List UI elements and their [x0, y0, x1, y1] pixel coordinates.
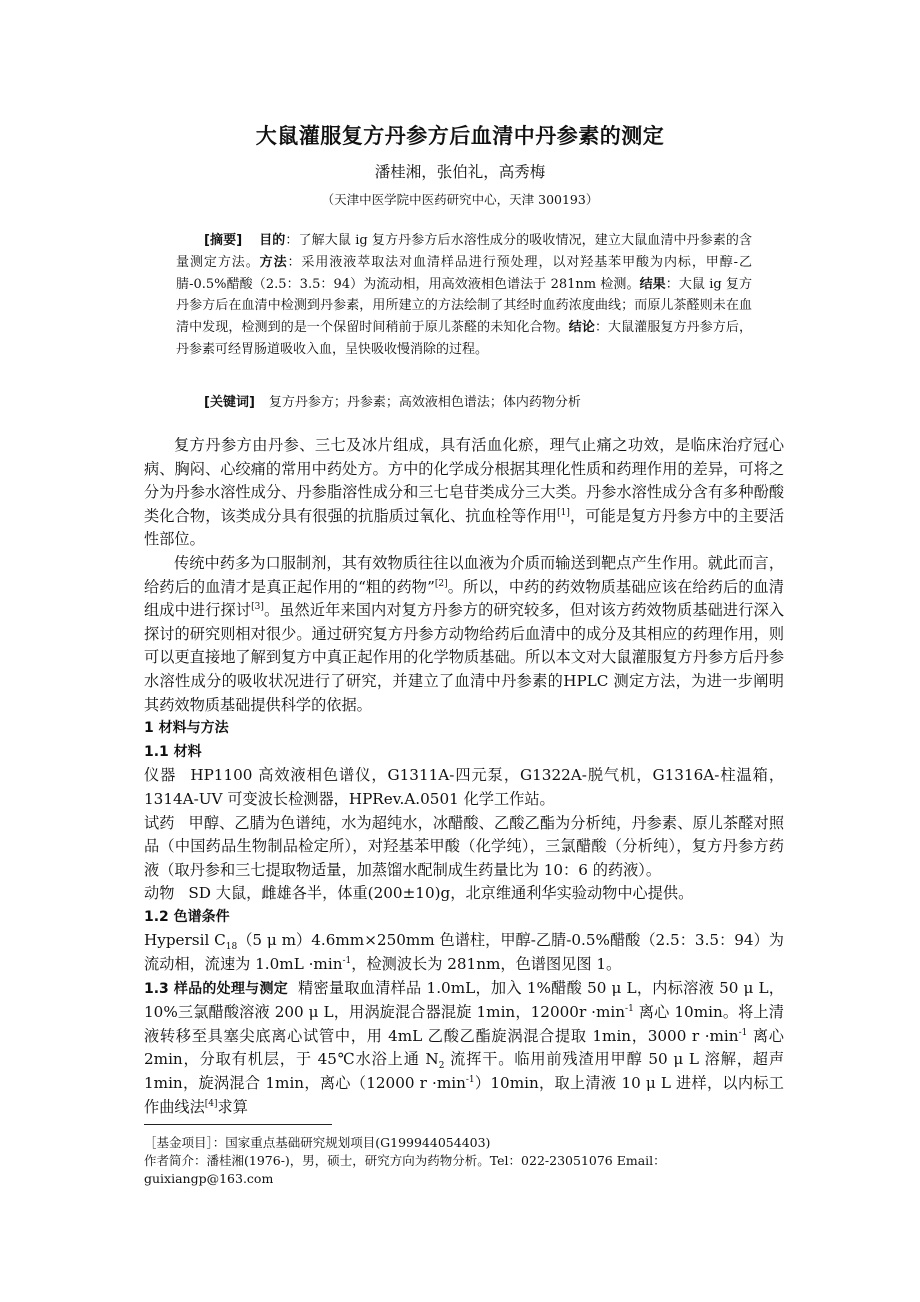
para2-text-c: 。虽然近年来国内对复方丹参方的研究较多，但对该方药效物质基础进行深入探讨的研究则相对很少。通过研究复方丹参方动物给药后血清中的成分及其相应的药理作用，则可以更直接地了解到复方中真正起作用的化学物质基础。所以本文对大鼠灌服复方丹参方后丹参水溶性成分的吸收状况进行了研究，并建立了血清中丹参素的HPLC 测定方法，为进一步阐明其药效物质基础提供科学的依据。 — [144, 601, 785, 714]
animals-paragraph — [144, 882, 784, 906]
proc-text-c: 离心 2min，分取有机层，于 45℃水浴上通 N — [144, 1026, 784, 1069]
section-heading-1-3: 1.3 样品的处理与测定 — [144, 980, 288, 997]
chrom-subscript: 18 — [225, 942, 238, 953]
abstract-label: [摘要] — [204, 233, 243, 248]
proc-text-a: 精密量取血清样品 1.0mL，加入 1%醋酸 50 μ L，内标溶液 50 μ L，10%三氯醋酸溶液 200 μ L，用涡旋混合器混旋 1min，12000r ·min — [144, 978, 784, 1022]
citation-1: [1] — [557, 507, 570, 518]
proc-text-f: 求算 — [217, 1097, 248, 1116]
para2-text-a: 传统中药多为口服制剂，其有效物质往往以血液为介质而输送到靶点产生作用。就此而言，给药后的血清才是真正起作用的“粗的药物” — [144, 553, 784, 596]
chrom-text-b: （5 μ m）4.6mm×250mm 色谱柱，甲醇-乙腈-0.5%醋酸（2.5：3.5：94）为流动相，流速为 1.0mL ·min — [144, 931, 784, 974]
body-text — [144, 434, 784, 1119]
animals-label: 动物 — [144, 884, 175, 903]
proc-subscript: 2 — [438, 1061, 445, 1072]
proc-superscript-2: -1 — [738, 1027, 748, 1038]
proc-superscript-3: -1 — [465, 1074, 475, 1085]
para2-text-b: 。所以，中药的药效物质基础应该在给药后的血清组成中进行探讨 — [144, 577, 784, 620]
keywords-text: 复方丹参方；丹参素；高效液相色谱法；体内药物分析 — [268, 395, 581, 410]
conclusion-text: ：大鼠灌服复方丹参方后，丹参素可经胃肠道吸收入血，呈快吸收慢消除的过程。 — [176, 320, 752, 357]
citation-2: [2] — [434, 578, 448, 589]
objective-label: 目的 — [259, 233, 286, 248]
footnotes — [144, 1134, 784, 1188]
chrom-superscript: -1 — [342, 956, 352, 966]
methods-label: 方法 — [259, 254, 288, 270]
conclusion-label: 结论 — [568, 320, 595, 336]
proc-text-d: 流挥干。临用前残渣用甲醇 50 μ L 溶解，超声 1min，旋涡混合 1min，离心（12000 r ·min — [144, 1050, 785, 1093]
instruments-text: HP1100 高效液相色谱仪，G1311A-四元泵，G1322A-脱气机，G1316A-柱温箱，1314A-UV 可变波长检测器，HPRev.A.0501 化学工作站。 — [144, 766, 785, 808]
citation-3: [3] — [251, 602, 264, 613]
citation-4: [4] — [204, 1098, 218, 1109]
instruments-label: 仪器 — [144, 766, 177, 785]
chrom-text-c: ，检测波长为 281nm，色谱图见图 1。 — [351, 955, 622, 974]
para1-text-b: ，可能是复方丹参方中的主要活性部位。 — [144, 506, 785, 549]
proc-text-b: 离心 10min。将上清液转移至具塞尖底离心试管中，用 4mL 乙酸乙酯旋涡混合提取 1min，3000 r ·min — [144, 1003, 784, 1045]
abstract — [176, 230, 752, 361]
chrom-text-a: Hypersil C — [144, 931, 226, 950]
paragraph-intro-1 — [144, 434, 784, 552]
footnote-funding: ［基金项目］：国家重点基础研究规划项目(G199944054403) — [144, 1135, 491, 1150]
keywords — [204, 393, 764, 413]
para1-text-a: 复方丹参方由丹参、三七及冰片组成，具有活血化瘀，理气止痛之功效，是临床治疗冠心病、胸闷、心绞痛的常用中药处方。方中的化学成分根据其理化性质和药理作用的差异，可将之分为丹参水溶性成分、丹参脂溶性成分和三七皂苷类成分三大类。丹参水溶性成分含有多种酚酸类化合物，该类成分具有很强的抗脂质过氧化、抗血栓等作用 — [144, 436, 784, 525]
proc-superscript-1: -1 — [625, 1004, 634, 1015]
paragraph-intro-2 — [144, 552, 784, 717]
reagents-label: 试药 — [144, 813, 175, 832]
footnote-divider — [144, 1124, 332, 1125]
section-heading-1-1: 1.1 材料 — [144, 743, 202, 760]
results-label: 结果 — [639, 276, 666, 292]
proc-text-e: ）10min，取上清液 10 μ L 进样，以内标工作曲线法 — [144, 1074, 784, 1116]
authors: 潘桂湘，张伯礼，高秀梅 — [374, 163, 546, 181]
keywords-label: [关键词] — [204, 395, 255, 410]
paper-title: 大鼠灌服复方丹参方后血清中丹参素的测定 — [255, 124, 665, 148]
chromatography-paragraph — [144, 929, 784, 976]
animals-text: SD 大鼠，雌雄各半，体重(200±10)g，北京维通利华实验动物中心提供。 — [188, 884, 694, 903]
reagents-paragraph — [144, 812, 784, 883]
reagents-text: 甲醇、乙腈为色谱纯，水为超纯水，冰醋酸、乙酸乙酯为分析纯，丹参素、原儿茶醛对照品（中国药品生物制品检定所），对羟基苯甲酸（化学纯），三氯醋酸（分析纯），复方丹参方药液（取丹参和三七提取物适量，加蒸馏水配制成生药量比为 10：6 的药液）。 — [144, 813, 785, 879]
footnote-author: 作者简介：潘桂湘(1976-)，男，硕士，研究方向为药物分析。Tel：022-23051076 Email：guixiangp@163.com — [144, 1153, 666, 1186]
instruments-paragraph — [144, 764, 784, 811]
objective-text: ：了解大鼠 ig 复方丹参方后水溶性成分的吸收情况，建立大鼠血清中丹参素的含量测定方法。 — [176, 233, 752, 270]
results-text: ：大鼠 ig 复方丹参方后在血清中检测到丹参素，用所建立的方法绘制了其经时血药浓度曲线；而原儿茶醛则未在血清中发现，检测到的是一个保留时间稍前于原儿茶醛的未知化合物。 — [176, 276, 752, 336]
affiliation: （天津中医学院中医药研究中心，天津 300193） — [321, 192, 599, 207]
methods-text: ：采用液液萃取法对血清样品进行预处理，以对羟基苯甲酸为内标，甲醇-乙腈-0.5%醋酸（2.5：3.5：94）为流动相，用高效液相色谱法于 281nm 检测。 — [176, 254, 752, 292]
section-heading-1: 1 材料与方法 — [144, 720, 229, 737]
procedure-paragraph — [144, 977, 784, 1120]
section-heading-1-2: 1.2 色谱条件 — [144, 908, 230, 925]
